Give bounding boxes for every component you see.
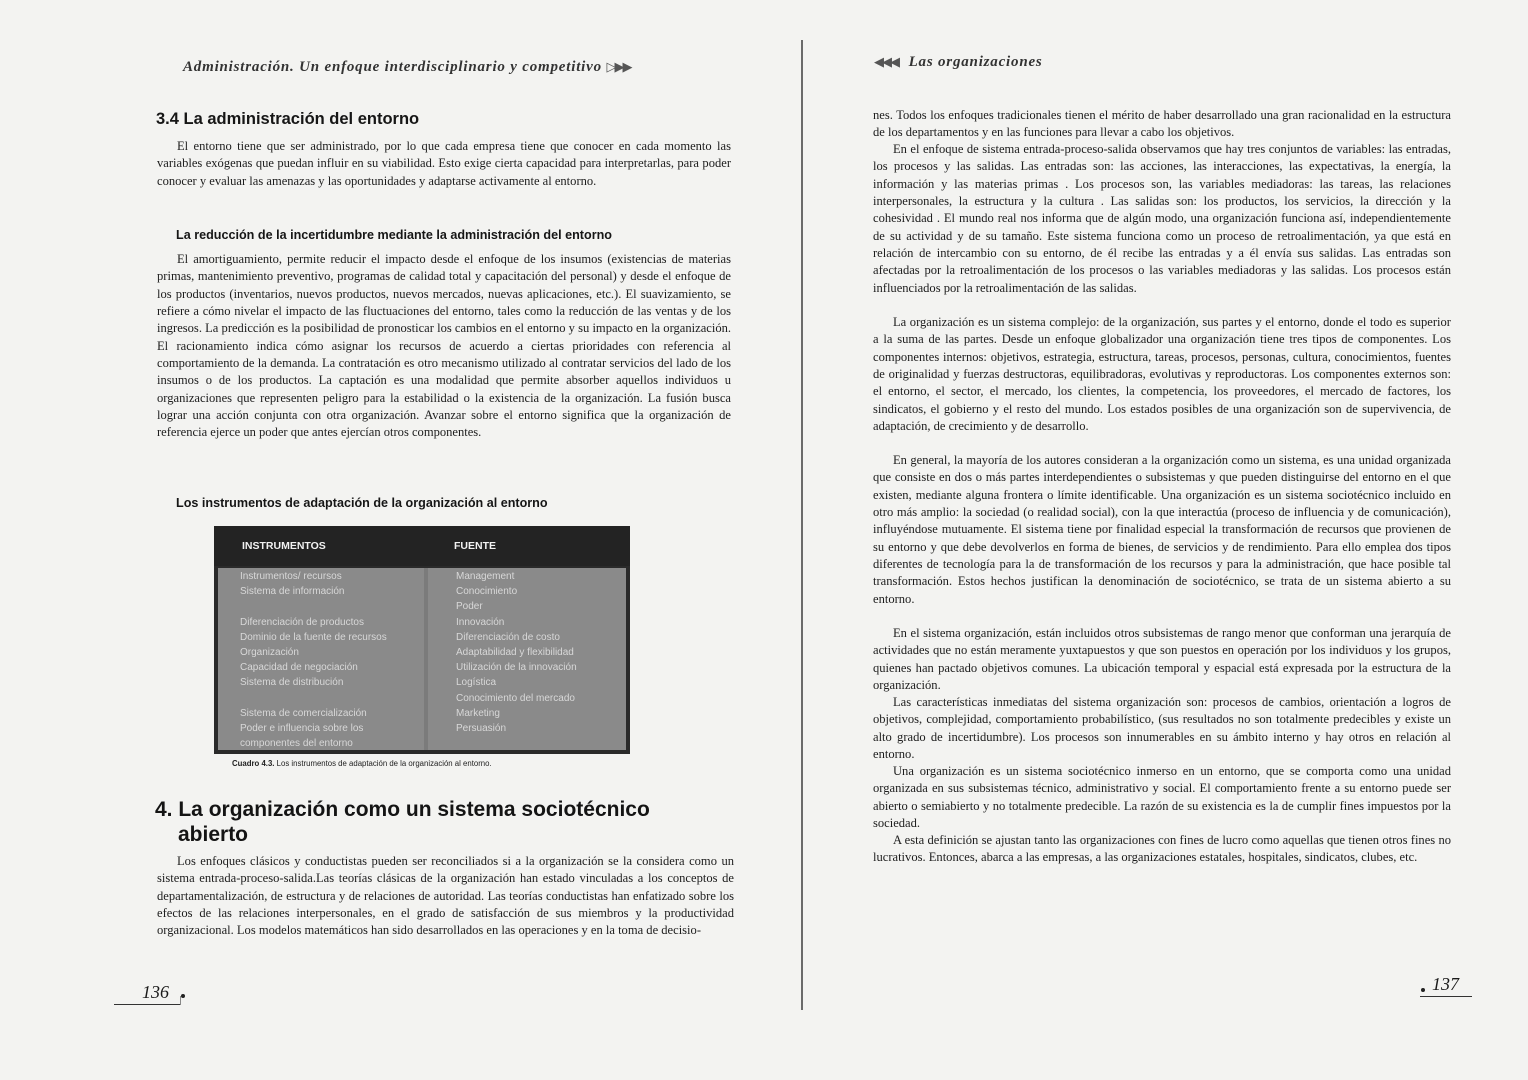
- paragraph: El amortiguamiento, permite reducir el impacto desde el enfoque de los insumos (existencias de materias primas, mantenimiento preventivo, programas de calidad total y capacitación del personal) y desde el enfoque de los productos (inventarios, nuevos productos, nuevos mercados, nuevas aplicaciones, etc.). El suavizamiento, se refiere a cómo nivelar el impacto de las fluctuaciones del entorno, tales como la reducción de las ventas y de los ingresos. La predicción es la posibilidad de pronosticar los cambios en el entorno y su impacto en la organización. El racionamiento indica cómo asignar los recursos de acuerdo a ciertas prioridades con referencia al comportamiento de la demanda. La contratación es otro mecanismo utilizado al contratar servicios del lado de los insumos o de los productos. La captación es una modalidad que permite absorber aquellos individuos u organizaciones que representen peligro para la estabilidad o la existencia de la organización. La fusión busca lograr una acción conjunta con otra organización. Avanzar sobre el entorno significa que la organización de referencia ejerce un poder que antes ejercían otros componentes.: [157, 252, 731, 440]
- table-cell-source: Utilización de la innovación: [456, 662, 577, 674]
- paragraph: Las características inmediatas del sistema organización son: procesos de cambios, orientación a logros de objetivos, complejidad, comportamiento probabilístico, (sus resultados no son totalmente predecibles y existe un alto grado de incertidumbre). Los procesos son innumerables en su ámbito interno y hay otros en relación al entorno.: [873, 695, 1451, 762]
- table-body: [218, 568, 626, 750]
- table-header: [214, 526, 630, 566]
- book-spine: [801, 40, 803, 1010]
- footer-rule: [1420, 996, 1472, 997]
- paragraph: La organización es un sistema complejo: de la organización, sus partes y el entorno, donde el todo es superior a la suma de las partes. Desde un enfoque globalizador una organización tiene tres tipos de componentes. Los componentes internos: objetivos, estrategia, estructura, tareas, procesos, personas, cultura, conocimientos, fuentes de originalidad y fuerzas destructoras, equilibradoras, evolutivas y reproductoras. Los componentes externos son: el entorno, el sector, el mercado, los clientes, la competencia, los proveedores, el mercado de factores, los sindicatos, el gobierno y el resto del mundo. Los estados posibles de una organización son de supervivencia, de adaptación, de crecimiento y de desarrollo.: [873, 315, 1451, 434]
- bullet-dot: [1421, 988, 1425, 992]
- table-cell-source: Conocimiento del mercado: [456, 692, 575, 704]
- paragraph: En el enfoque de sistema entrada-proceso-salida observamos que hay tres conjuntos de variables: las entradas, los procesos y las salidas. Las entradas son: las acciones, las interacciones, las expectativas, la energía, la información y las materias primas . Los procesos son, las variables mediadoras: las tareas, las relaciones interpersonales, la estructura y la cultura . Las salidas son: los productos, los servicios, la dirección y la cohesividad . El mundo real nos informa que de algún modo, una organización funciona así, independientemente de su actividad y de su tamaño. Este sistema funciona como un proceso de retroalimentación, ya que está en relación de intercambio con su entorno, de él recibe las entradas y a él envía sus salidas. Las entradas son afectadas por la retroalimentación de los procesos o las variables mediadoras y las salidas. Los procesos están influenciados por la retroalimentación de las salidas.: [873, 142, 1451, 295]
- subheading: La reducción de la incertidumbre mediante la administración del entorno: [176, 228, 612, 242]
- instruments-table: [214, 526, 630, 754]
- table-cell-source: Persuasión: [456, 723, 507, 734]
- table-cell-instrument: Sistema de información: [240, 586, 345, 598]
- page-number: 137: [1432, 974, 1459, 994]
- table-cell-source: Management: [456, 571, 515, 582]
- section-heading: 3.4 La administración del entorno: [156, 110, 420, 128]
- table-cell-source: Diferenciación de costo: [456, 631, 560, 643]
- caption-label: Cuadro 4.3.: [232, 759, 275, 768]
- paragraph: Una organización es un sistema sociotécnico inmerso en un entorno, que se comporta como una unidad organizada en sus subsistemas técnico, administrativo y social. El comportamiento frente a su entorno puede ser abierto o semiabierto y no totalmente predecible. La razón de su existencia es la de cumplir fines impuestos por la sociedad.: [873, 764, 1451, 831]
- caption-text: Los instrumentos de adaptación de la organización al entorno.: [276, 759, 492, 768]
- running-header-right: [874, 54, 1043, 71]
- table-header-cell: FUENTE: [454, 540, 496, 552]
- footer-rule: [114, 1004, 180, 1005]
- running-header-text: Las organizaciones: [908, 54, 1043, 70]
- table-cell-source: Innovación: [456, 616, 505, 628]
- subheading: Los instrumentos de adaptación de la organización al entorno: [176, 496, 548, 510]
- footer-tick: [180, 996, 181, 1005]
- table-cell-source: Poder: [456, 601, 483, 613]
- paragraph: Los enfoques clásicos y conductistas pueden ser reconciliados si a la organización se la considera como un sistema entrada-proceso-salida.Las teorías clásicas de la organización han estado vinculadas a los conceptos de departamentalización, de estructura y de relaciones de autoridad. Las teorías conductistas han enfatizado sobre los efectos de las relaciones interpersonales, en el grado de satisfacción de sus miembros y la productividad organizacional. Los modelos matemáticos han sido desarrollados en las operaciones y en la toma de decisio-: [157, 854, 734, 938]
- paragraph: nes. Todos los enfoques tradicionales tienen el mérito de haber desarrollado una gran racionalidad en la estructura de los departamentos y en las funciones para llevar a cabo los objetivos.: [873, 108, 1451, 140]
- running-header-text: Administración. Un enfoque interdisciplinario y competitivo: [183, 59, 602, 75]
- table-cell-source: Logística: [456, 677, 497, 689]
- table-cell-instrument: Poder e influencia sobre los: [240, 723, 364, 734]
- table-caption: [232, 759, 492, 768]
- chapter-heading: [155, 797, 650, 847]
- table-cell-instrument: Instrumentos/ recursos: [240, 571, 342, 582]
- paragraph: En el sistema organización, están incluidos otros subsistemas de rango menor que conforman una jerarquía de actividades que no están meramente yuxtapuestos y que son puestos en operación por los individuos y los grupos, quienes han pactado objetivos comunes. La ubicación temporal y espacial está expresada por la estructura de la organización.: [873, 626, 1451, 693]
- table-cell-instrument: Diferenciación de productos: [240, 616, 364, 628]
- arrow-left-icon: ◀◀◀: [874, 54, 898, 69]
- table-header-cell: INSTRUMENTOS: [242, 540, 326, 552]
- chapter-heading-line: abierto: [178, 823, 249, 846]
- table-cell-instrument: Sistema de comercialización: [240, 707, 367, 719]
- chapter-heading-line: 4. La organización como un sistema sociotécnico: [155, 798, 650, 821]
- table-cell-source: Adaptabilidad y flexibilidad: [456, 647, 574, 658]
- running-header-left: [183, 59, 630, 76]
- paragraph: A esta definición se ajustan tanto las organizaciones con fines de lucro como aquellas que tienen otros fines no lucrativos. Entonces, abarca a las empresas, a las organizaciones estatales, hospitales, sindicatos, clubes, etc.: [873, 833, 1451, 865]
- table-cell-instrument: Sistema de distribución: [240, 677, 344, 689]
- bullet-dot: [181, 994, 185, 998]
- right-page: [806, 0, 1528, 1080]
- paragraph: En general, la mayoría de los autores consideran a la organización como un sistema, es una unidad organizada que consiste en dos o más partes interdependientes o subsistemas y que pueden distinguirse del entorno en el que existen, mediante alguna frontera o límite identificable. Una organización es un sistema sociotécnico incluido en otro más amplio: la sociedad (o realidad social), con la que interactúa (proceso de influencia y de comunicación), influyéndose mutuamente. El sistema tiene por finalidad especial la transformación de recursos que provienen de su entorno y que debe devolverlos en forma de bienes, de servicios y de rendimiento. Para ello emplea dos tipos diferentes de tecnología para la de transformación de los recursos y para la administración, que hace posible tal transformación. Estos hechos justifican la denominación de sociotécnico, se trata de un sistema abierto a su entorno.: [873, 453, 1451, 606]
- arrow-right-icon: ▷▶▶: [606, 59, 631, 74]
- table-cell-instrument: componentes del entorno: [240, 738, 353, 750]
- table-cell-source: Marketing: [456, 707, 500, 719]
- table-cell-instrument: Capacidad de negociación: [240, 662, 358, 674]
- table-cell-source: Conocimiento: [456, 586, 518, 598]
- paragraph: El entorno tiene que ser administrado, por lo que cada empresa tiene que conocer en cada momento las variables exógenas que puedan influir en su viabilidad. Esto exige cierta capacidad para interpretarlas, para poder conocer y evaluar las amenazas y las oportunidades y adaptarse activamente al entorno.: [157, 139, 731, 188]
- table-cell-instrument: Organización: [240, 647, 299, 658]
- page-number: 136: [142, 982, 169, 1002]
- table-cell-instrument: Dominio de la fuente de recursos: [240, 631, 387, 643]
